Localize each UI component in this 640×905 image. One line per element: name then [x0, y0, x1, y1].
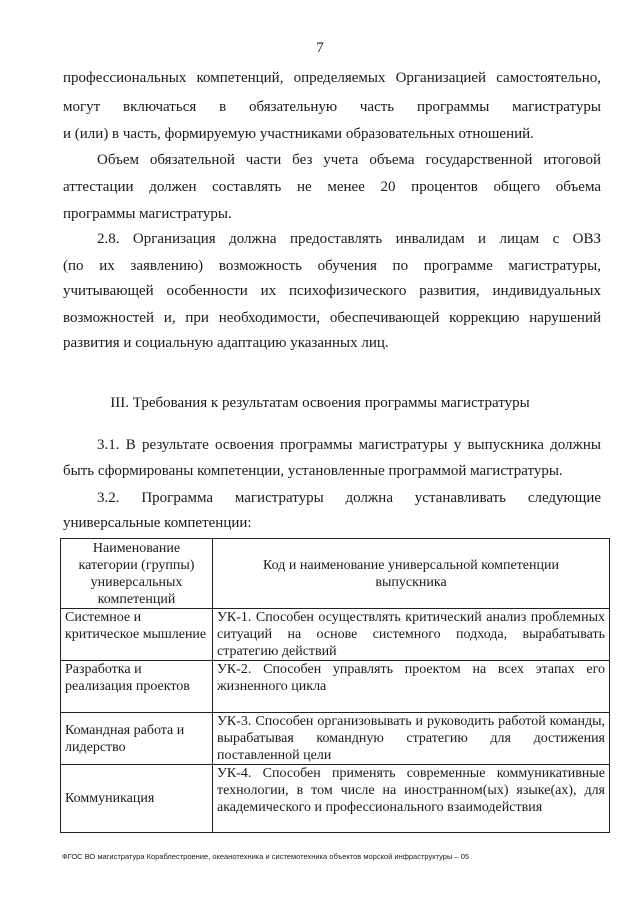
text-line: развития и социальную адаптацию указанных лиц. — [63, 335, 389, 351]
text-line: программы магистратуры. — [63, 206, 232, 222]
text-line: 3.1. В результате освоения программы магистратуры у выпускника должны — [97, 437, 601, 453]
section-heading: III. Требования к результатам освоения программы магистратуры — [110, 395, 530, 411]
text-line: (по их заявлению) возможность обучения по программе магистратуры, — [63, 258, 601, 274]
text-line: учитывающей особенности их психофизического развития, индивидуальных — [63, 283, 601, 299]
page-number: 7 — [316, 40, 324, 56]
header-competence: Код и наименование универсальной компетенции выпускника — [213, 539, 610, 609]
text-line: аттестации должен составлять не менее 20 процентов общего объема — [63, 179, 601, 195]
text-line: 2.8. Организация должна предоставлять инвалидам и лицам с ОВЗ — [97, 231, 601, 247]
table-row — [61, 713, 610, 765]
category-cell: Командная работа и лидерство — [61, 713, 213, 765]
table-row — [61, 661, 610, 713]
text-line: Объем обязательной части без учета объема государственной итоговой — [97, 152, 601, 168]
table-header-row — [61, 539, 610, 609]
table-row — [61, 609, 610, 661]
header-category: Наименование категории (группы) универсальных компетенций — [61, 539, 213, 609]
text-line: возможностей и, при необходимости, обеспечивающей коррекцию нарушений — [63, 310, 601, 326]
competence-table — [60, 538, 610, 833]
text-line: 3.2. Программа магистратуры должна устанавливать следующие — [97, 490, 601, 506]
text-line: и (или) в часть, формируемую участниками образовательных отношений. — [63, 126, 534, 142]
competence-cell: УК-2. Способен управлять проектом на всех этапах его жизненного цикла — [213, 661, 610, 713]
category-cell: Системное и критическое мышление — [61, 609, 213, 661]
document-footer: ФГОС ВО магистратура Кораблестроение, океанотехника и системотехника объектов морской инфраструктуры – 05 — [62, 852, 470, 861]
text-line: универсальные компетенции: — [63, 515, 252, 531]
category-cell: Коммуникация — [61, 765, 213, 833]
competence-cell: УК-4. Способен применять современные коммуникативные технологии, в том числе на иностранном(ых) языке(ах), для академического и профессионального взаимодействия — [213, 765, 610, 833]
category-cell: Разработка и реализация проектов — [61, 661, 213, 713]
competence-cell: УК-3. Способен организовывать и руководить работой команды, вырабатывая командную стратегию для достижения поставленной цели — [213, 713, 610, 765]
text-line: быть сформированы компетенции, установленные программой магистратуры. — [63, 463, 563, 479]
competence-cell: УК-1. Способен осуществлять критический анализ проблемных ситуаций на основе системного подхода, вырабатывать стратегию действий — [213, 609, 610, 661]
text-line: могут включаться в обязательную часть программы магистратуры — [63, 99, 601, 115]
table-row — [61, 765, 610, 833]
text-line: профессиональных компетенций, определяемых Организацией самостоятельно, — [63, 70, 601, 86]
